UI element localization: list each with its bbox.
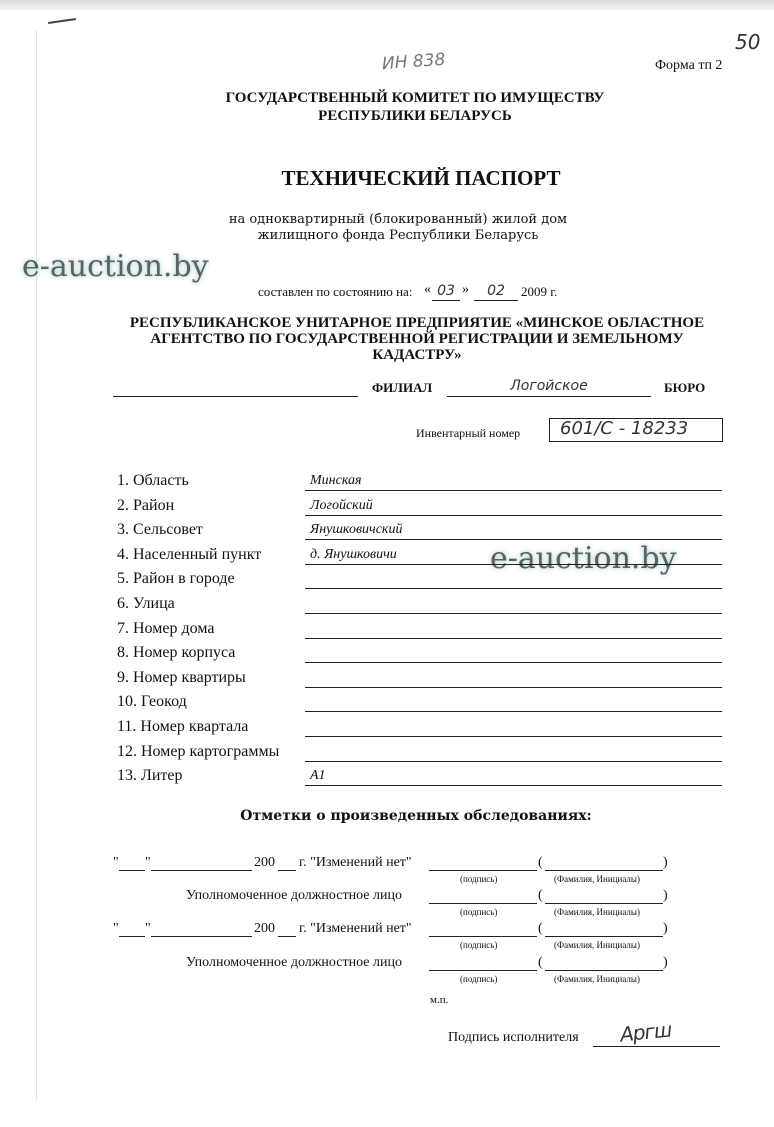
row4-paren-close: ) (663, 955, 668, 970)
date-year: 2009 г. (521, 284, 558, 299)
row3-name-line (545, 936, 663, 937)
item-label: 10. Геокод (117, 693, 187, 710)
corner-mark (48, 18, 76, 24)
row1-paren-close: ) (663, 855, 668, 870)
row3-year-suffix: г. "Изменений нет" (299, 921, 412, 936)
row3-quote-close: " (145, 921, 151, 936)
watermark-left: e-auction.by (22, 249, 209, 284)
item-value: Янушковичский (310, 522, 403, 537)
row1-signature-caption: (подпись) (460, 874, 498, 884)
item-label: 7. Номер дома (117, 620, 215, 637)
row2-official: Уполномоченное должностное лицо (186, 888, 402, 903)
item-underline (305, 539, 722, 540)
row3-month-line (151, 936, 252, 937)
row1-name-line (545, 870, 663, 871)
stamp-place: м.п. (430, 994, 449, 1006)
item-underline (305, 687, 722, 688)
filial-label: ФИЛИАЛ (372, 380, 433, 395)
inspections-title: Отметки о произведенных обследованиях: (240, 808, 592, 824)
row3-signature-line (429, 936, 537, 937)
date-day-line (432, 300, 460, 301)
row1-quote-open: " (113, 855, 119, 870)
org-line1: РЕСПУБЛИКАНСКОЕ УНИТАРНОЕ ПРЕДПРИЯТИЕ «МИНСКОЕ ОБЛАСТНОЕ (129, 315, 705, 331)
row4-paren-open: ( (538, 955, 543, 970)
row3-day-line (119, 936, 145, 937)
item-value: А1 (310, 768, 326, 783)
item-underline (305, 711, 722, 712)
row1-year-prefix: 200 (254, 855, 275, 870)
row4-signature-caption: (подпись) (460, 974, 498, 984)
row2-name-line (545, 903, 663, 904)
row4-signature-line (429, 970, 537, 971)
subtitle-line2: жилищного фонда Республики Беларусь (257, 228, 539, 243)
item-underline (305, 564, 722, 565)
top-scribble: ИН 838 (381, 49, 446, 75)
item-underline (305, 736, 722, 737)
row3-year-line (278, 936, 296, 937)
row2-paren-close: ) (663, 888, 668, 903)
form-code: Форма тп 2 (655, 58, 723, 73)
row3-name-caption: (Фамилия, Инициалы) (554, 940, 640, 950)
row1-paren-open: ( (538, 855, 543, 870)
row1-signature-line (429, 870, 537, 871)
executor-signature-line (593, 1046, 720, 1047)
row3-paren-open: ( (538, 921, 543, 936)
row1-name-caption: (Фамилия, Инициалы) (554, 874, 640, 884)
item-value: д. Янушковичи (310, 547, 397, 562)
inventory-label: Инвентарный номер (416, 426, 521, 440)
item-underline (305, 490, 722, 491)
row2-paren-open: ( (538, 888, 543, 903)
row4-name-caption: (Фамилия, Инициалы) (554, 974, 640, 984)
row1-day-line (119, 870, 145, 871)
row1-month-line (151, 870, 252, 871)
item-underline (305, 761, 722, 762)
date-close-quote: » (462, 282, 469, 297)
page-number: 50 (735, 30, 761, 54)
item-label: 9. Номер квартиры (117, 669, 246, 686)
bureau-label: БЮРО (664, 380, 706, 395)
filial-blank-line (113, 396, 358, 397)
date-month-line (474, 300, 518, 301)
item-label: 1. Область (117, 472, 189, 489)
item-label: 11. Номер квартала (117, 718, 249, 735)
date-open-quote: « (424, 282, 431, 297)
row2-name-caption: (Фамилия, Инициалы) (554, 907, 640, 917)
inventory-value: 601/С - 18233 (560, 418, 689, 439)
scan-edge-top (0, 0, 774, 10)
bureau-value: Логойское (510, 378, 588, 394)
executor-label: Подпись исполнителя (448, 1030, 579, 1045)
row4-official: Уполномоченное должностное лицо (186, 955, 402, 970)
item-label: 13. Литер (117, 767, 183, 784)
row2-signature-caption: (подпись) (460, 907, 498, 917)
row4-name-line (545, 970, 663, 971)
row1-year-line (278, 870, 296, 871)
row1-year-suffix: г. "Изменений нет" (299, 855, 412, 870)
date-month: 02 (487, 283, 505, 299)
date-prefix: составлен по состоянию на: (258, 284, 413, 299)
item-value: Логойский (310, 498, 373, 513)
org-line3: КАДАСТРУ» (372, 347, 462, 363)
item-label: 3. Сельсовет (117, 521, 203, 538)
item-label: 5. Район в городе (117, 570, 235, 587)
row2-signature-line (429, 903, 537, 904)
header-line1: ГОСУДАРСТВЕННЫЙ КОМИТЕТ ПО ИМУЩЕСТВУ (225, 90, 605, 106)
executor-signature: Аргш (618, 1017, 673, 1047)
header-line2: РЕСПУБЛИКИ БЕЛАРУСЬ (318, 108, 512, 124)
page-title: ТЕХНИЧЕСКИЙ ПАСПОРТ (281, 166, 561, 190)
bureau-line (447, 396, 651, 397)
item-label: 2. Район (117, 497, 175, 514)
row3-signature-caption: (подпись) (460, 940, 498, 950)
row1-quote-close: " (145, 855, 151, 870)
row3-paren-close: ) (663, 921, 668, 936)
item-label: 4. Населенный пункт (117, 546, 262, 563)
item-underline (305, 588, 722, 589)
item-label: 6. Улица (117, 595, 175, 612)
org-line2: АГЕНТСТВО ПО ГОСУДАРСТВЕННОЙ РЕГИСТРАЦИИ И ЗЕМЕЛЬНОМУ (150, 331, 684, 347)
item-underline (305, 785, 722, 786)
item-underline (305, 515, 722, 516)
item-label: 8. Номер корпуса (117, 644, 236, 661)
item-underline (305, 613, 722, 614)
watermark-right: e-auction.by (490, 541, 677, 576)
subtitle-line1: на одноквартирный (блокированный) жилой дом (228, 212, 568, 227)
date-day: 03 (437, 283, 455, 299)
item-underline (305, 662, 722, 663)
row3-year-prefix: 200 (254, 921, 275, 936)
item-underline (305, 638, 722, 639)
item-value: Минская (310, 473, 362, 488)
item-label: 12. Номер картограммы (117, 743, 280, 760)
row3-quote-open: " (113, 921, 119, 936)
